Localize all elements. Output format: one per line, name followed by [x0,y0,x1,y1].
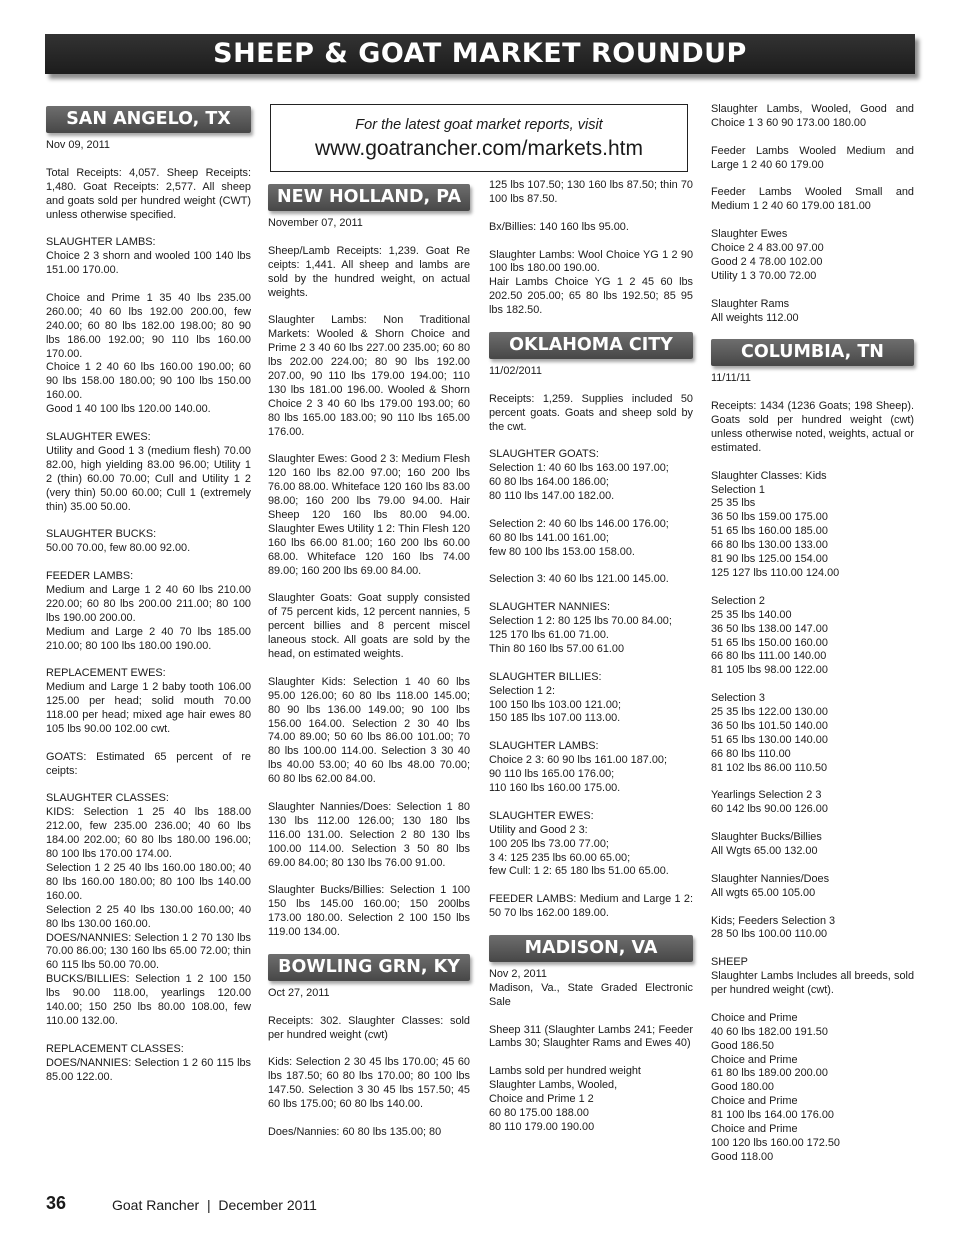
market-report-paragraph: Slaughter Goats: Goat supply consisted of 75 percent kids, 12 percent nannies, 5 percent billies and 8 percent miscel laneous stock. All goats are sold by the head, on estimated weights. [268,592,470,661]
market-report-paragraph: November 07, 2011 [268,217,363,229]
promo-box [270,104,688,172]
market-report-paragraph: Receipts: 1434 (1236 Goats; 198 Sheep). Goats sold per hundred weight (cwt) unless otherwise noted, weights, actual or estimated. [711,400,914,454]
market-report-paragraph: 125 lbs 107.50; 130 160 lbs 87.50; thin 70 100 lbs 87.50. [489,179,693,205]
market-report-paragraph: Slaughter Lambs, Wooled, Good and Choice 1 3 60 90 173.00 180.00 [711,103,914,129]
market-report-paragraph: Lambs sold per hundred weight Slaughter Lambs, Wooled, Choice and Prime 1 2 60 80 175.00 188.00 80 110 179.00 190.00 [489,1065,641,1133]
market-report-paragraph: Slaughter Nannies/Does: Selection 1 80 130 lbs 112.00 126.00; 130 180 lbs 116.00 131.00. Selection 2 80 130 lbs 100.00 114.00. Selection 3 50 80 lbs 69.00 84.00; 80 130 lbs 76.00 91.00. [268,800,470,869]
market-report-paragraph: Nov 2, 2011 Madison, Va., State Graded Electronic Sale [489,967,693,1008]
market-report-paragraph: Sheep/Lamb Receipts: 1,239. Goat Re ceipts: 1,441. All sheep and lambs are sold by the hundred weight, on actual weights. [268,244,470,299]
column-4 [711,103,914,1179]
market-report-paragraph: Bx/Billies: 140 160 lbs 95.00. [489,220,629,233]
market-report-paragraph: SLAUGHTER CLASSES: KIDS: Selection 1 25 40 lbs 188.00 212.00, few 235.00 236.00; 40 60 lbs 184.00 202.00; 60 80 lbs 180.00 196.00; 80 100 lbs 170.00 174.00. Selection 1 2 25 40 lbs 160.00 180.00; 40 80 lbs 160.00 180.00; 80 100 lbs 140.00 160.00. Selection 2 25 40 lbs 130.00 160.00; 40 80 lbs 130.00 160.00. DOES/NANNIES: Selection 1 2 70 130 lbs 70.00 86.00; 130 160 lbs 65.00 72.00; thin 60 115 lbs 50.00 70.00. BUCKS/BILLIES: Selection 1 2 100 150 lbs 90.00 118.00, yearlings 120.00 140.00; 150 250 lbs 80.00 108.00, few 110.00 132.00. [46,792,251,1027]
column-1 [46,106,251,1098]
market-section-header: OKLAHOMA CITY [489,332,693,359]
market-report-paragraph: FEEDER LAMBS: Medium and Large 1 2: 50 70 lbs 162.00 189.00. [489,893,693,920]
market-report-paragraph: Receipts: 302. Slaughter Classes: sold per hundred weight (cwt) [268,1014,470,1041]
market-report-paragraph: Slaughter Bucks/Billies All Wgts 65.00 132.00 [711,831,822,858]
market-report-paragraph: SHEEP Slaughter Lambs Includes all breeds, sold per hundred weight (cwt). [711,956,914,997]
market-report-paragraph: SLAUGHTER BUCKS: 50.00 70.00, few 80.00 92.00. [46,528,191,555]
market-report-paragraph: Slaughter Kids: Selection 1 40 60 lbs 95.00 126.00; 60 80 lbs 118.00 145.00; 80 90 lbs 136.00 149.00; 90 100 lbs 156.00 164.00. Selection 2 30 40 lbs 74.00 89.00; 50 60 lbs 86.00 101.00; 70 80 lbs 100.00 114.00. Selection 3 30 40 lbs 40.00 53.00; 40 60 lbs 48.00 70.00; 60 80 lbs 62.00 84.00. [268,675,470,786]
market-report-paragraph: FEEDER LAMBS: Medium and Large 1 2 40 60 lbs 210.00 220.00; 60 80 lbs 200.00 211.00; 80 100 lbs 190.00 200.00. Medium and Large 2 40 70 lbs 185.00 210.00; 80 100 lbs 180.00 190.00. [46,570,251,652]
market-report-paragraph: Feeder Lambs Wooled Small and Medium 1 2 40 60 179.00 181.00 [711,186,914,213]
market-report-paragraph: Does/Nannies: 60 80 lbs 135.00; 80 [268,1125,442,1138]
market-report-paragraph: SLAUGHTER NANNIES: Selection 1 2: 80 125 lbs 70.00 84.00; 125 170 lbs 61.00 71.00. Thin 80 160 lbs 57.00 61.00 [489,601,672,655]
market-report-paragraph: REPLACEMENT EWES: Medium and Large 1 2 baby tooth 106.00 125.00 per head; solid mouth 70.00 118.00 per head; mixed age hair ewes 80 105 lbs 90.00 102.00 cwt. [46,667,251,735]
market-report-paragraph: SLAUGHTER LAMBS: Choice 2 3 shorn and wooled 100 140 lbs 151.00 170.00. [46,236,251,277]
market-report-paragraph: GOATS: Estimated 65 percent of re ceipts: [46,750,251,777]
market-report-paragraph: Kids: Selection 2 30 45 lbs 170.00; 45 60 lbs 187.50; 60 80 lbs 170.00; 80 100 lbs 147.50. Selection 3 30 45 lbs 157.50; 45 60 lbs 175.00; 60 80 lbs 140.00. [268,1056,470,1111]
market-report-paragraph: Nov 09, 2011 [46,139,110,151]
page-banner: SHEEP & GOAT MARKET ROUNDUP [45,34,915,74]
market-report-paragraph: Slaughter Lambs: Wool Choice YG 1 2 90 100 lbs 180.00 190.00. Hair Lambs Choice YG 1 2 45 60 lbs 202.50 205.00; 65 80 lbs 192.50; 85 95 lbs 182.50. [489,248,693,317]
column-2 [268,180,470,1154]
market-section-header: MADISON, VA [489,935,693,962]
publication-line: Goat Rancher | December 2011 [112,1197,317,1213]
market-report-paragraph: Choice and Prime 1 35 40 lbs 235.00 260.00; 40 60 lbs 192.00 200.00, few 240.00; 60 80 lbs 182.00 198.00; 80 90 lbs 186.00 192.00; 90 110 lbs 160.00 170.00. Choice 1 2 40 60 lbs 160.00 190.00; 60 90 lbs 158.00 180.00; 90 100 lbs 150.00 160.00. Good 1 40 100 lbs 120.00 140.00. [46,291,251,416]
market-report-paragraph: Selection 2: 40 60 lbs 146.00 176.00; 60 80 lbs 141.00 161.00; few 80 100 lbs 153.00 158.00. [489,517,669,558]
market-report-paragraph: Selection 3 25 35 lbs 122.00 130.00 36 50 lbs 101.50 140.00 51 65 lbs 130.00 140.00 66 80 lbs 110.00 81 102 lbs 86.00 110.50 [711,692,828,774]
market-report-paragraph: Slaughter Lambs: Non Traditional Markets: Wooled & Shorn Choice and Prime 2 3 40 60 lbs 227.00 235.00; 60 80 lbs 202.00 224.00; 80 90 lbs 192.00 207.00, 90 110 lbs 179.00 194.00; 110 130 lbs 181.00 196.00. Wooled & Shorn Choice 2 3 40 60 lbs 179.00 193.00; 60 80 lbs 165.00 183.00; 90 110 lbs 165.00 176.00. [268,314,470,438]
market-report-paragraph: Total Receipts: 4,057. Sheep Receipts: 1,480. Goat Receipts: 2,577. All sheep and goats sold per hundred weight (CWT) unless otherwise specified. [46,166,251,221]
market-report-paragraph: Choice and Prime 40 60 lbs 182.00 191.50 Good 186.50 Choice and Prime 61 80 lbs 189.00 200.00 Good 180.00 Choice and Prime 81 100 lbs 164.00 176.00 Choice and Prime 100 120 lbs 160.00 172.50 Good 118.00 [711,1011,840,1163]
market-report-paragraph: SLAUGHTER EWES: Utility and Good 1 3 (medium flesh) 70.00 82.00, high yielding 83.00 96.00; Utility 1 2 (thin) 60.00 70.00; Cull and Utility 1 2 (very thin) 50.00 60.00; Cull 1 (extremely thin) 35.00 50.00. [46,430,251,513]
market-report-paragraph: SLAUGHTER GOATS: Selection 1: 40 60 lbs 163.00 197.00; 60 80 lbs 164.00 186.00; 80 110 lbs 147.00 182.00. [489,448,669,503]
market-section-header: SAN ANGELO, TX [46,106,251,133]
column-3 [489,179,693,1149]
market-section-header: BOWLING GRN, KY [268,954,470,981]
market-report-paragraph: Feeder Lambs Wooled Medium and Large 1 2 40 60 179.00 [711,144,914,171]
promo-url-link[interactable]: www.goatrancher.com/markets.htm [315,137,643,160]
market-report-paragraph: SLAUGHTER BILLIES: Selection 1 2: 100 150 lbs 103.00 121.00; 150 185 lbs 107.00 113.00. [489,670,622,725]
market-report-paragraph: Slaughter Ewes Choice 2 4 83.00 97.00 Good 2 4 78.00 102.00 Utility 1 3 70.00 72.00 [711,228,824,282]
market-report-paragraph: Slaughter Rams All weights 112.00 [711,297,799,324]
market-report-paragraph: SLAUGHTER LAMBS: Choice 2 3: 60 90 lbs 161.00 187.00; 90 110 lbs 165.00 176.00; 110 160 lbs 160.00 175.00. [489,740,668,794]
market-report-paragraph: 11/02/2011 [489,364,542,377]
market-report-paragraph: Receipts: 1,259. Supplies included 50 percent goats. Goats and sheep sold by the cwt. [489,392,693,433]
market-report-paragraph: REPLACEMENT CLASSES: DOES/NANNIES: Selection 1 2 60 115 lbs 85.00 122.00. [46,1042,251,1083]
market-report-paragraph: Selection 2 25 35 lbs 140.00 36 50 lbs 138.00 147.00 51 65 lbs 150.00 160.00 66 80 lbs 111.00 140.00 81 105 lbs 98.00 122.00 [711,594,828,677]
market-report-paragraph: Kids; Feeders Selection 3 28 50 lbs 100.00 110.00 [711,914,836,941]
market-section-header: COLUMBIA, TN [711,339,914,366]
market-section-header: NEW HOLLAND, PA [268,184,470,211]
market-report-paragraph: Oct 27, 2011 [268,986,330,999]
promo-text: For the latest goat market reports, visit [355,117,603,133]
market-report-paragraph: SLAUGHTER EWES: Utility and Good 2 3: 100 205 lbs 73.00 77.00; 3 4: 125 235 lbs 60.00 65.00; few Cull: 1 2: 65 180 lbs 51.00 65.00. [489,809,669,878]
market-report-paragraph: Yearlings Selection 2 3 60 142 lbs 90.00 126.00 [711,789,828,816]
market-report-paragraph: 11/11/11 [711,372,751,385]
market-report-paragraph: Sheep 311 (Slaughter Lambs 241; Feeder Lambs 30; Slaughter Rams and Ewes 40) [489,1023,693,1050]
market-report-paragraph: Slaughter Ewes: Good 2 3: Medium Flesh 120 160 lbs 82.00 97.00; 160 200 lbs 76.00 88.00. Whiteface 120 160 lbs 83.00 98.00; 160 200 lbs 79.00 94.00. Hair Sheep 120 160 lbs 80.00 94.00. Slaughter Ewes Utility 1 2: Thin Flesh 120 160 lbs 66.00 81.00; 160 200 lbs 60.00 68.00. Whiteface 120 160 lbs 74.00 89.00; 160 200 lbs 69.00 84.00. [268,453,470,577]
page-footer [46,1193,546,1217]
market-report-paragraph: Slaughter Classes: Kids Selection 1 25 35 lbs 36 50 lbs 159.00 175.00 51 65 lbs 160.00 185.00 66 80 lbs 130.00 133.00 81 90 lbs 125.00 154.00 125 127 lbs 110.00 124.00 [711,469,840,579]
page-number: 36 [46,1193,67,1213]
market-report-paragraph: Selection 3: 40 60 lbs 121.00 145.00. [489,573,669,586]
market-report-paragraph: Slaughter Nannies/Does All wgts 65.00 105.00 [711,872,830,899]
market-report-paragraph: Slaughter Bucks/Billies: Selection 1 100 150 lbs 145.00 160.00; 150 200lbs 173.00 180.00. Selection 2 100 150 lbs 119.00 134.00. [268,884,470,939]
